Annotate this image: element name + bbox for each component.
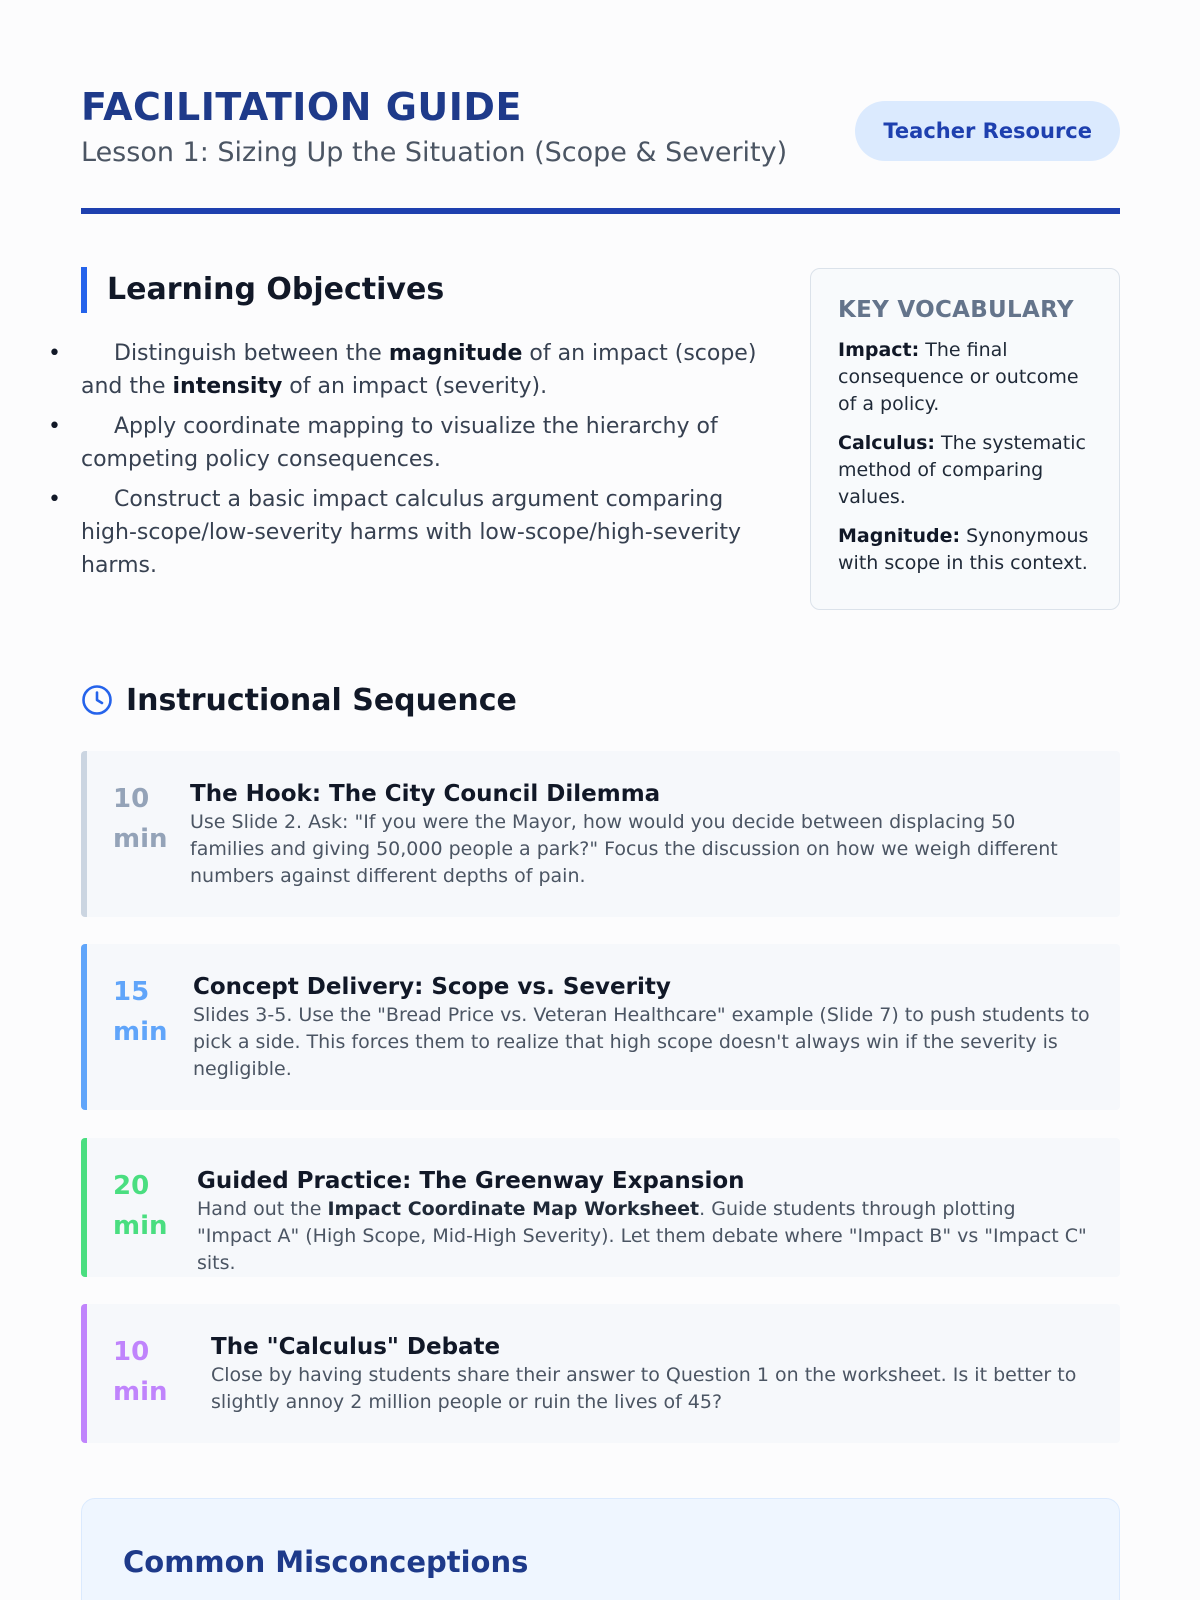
list-item xyxy=(48,483,761,582)
vocab-item xyxy=(838,337,1092,418)
teacher-resource-badge: Teacher Resource xyxy=(855,101,1120,161)
bullet: • xyxy=(48,414,61,439)
step-title: The "Calculus" Debate xyxy=(211,1334,501,1360)
key-vocabulary-heading: KEY VOCABULARY xyxy=(838,297,1074,323)
step-body xyxy=(190,779,1090,893)
vocab-definition: The systematic method of comparing values. xyxy=(838,432,1086,508)
common-misconceptions-heading: Common Misconceptions xyxy=(123,1545,529,1579)
clock-icon xyxy=(81,684,113,716)
learning-objectives-heading: Learning Objectives xyxy=(81,267,761,313)
objective-text: Apply coordinate mapping to visualize the hierarchy of competing policy consequences. xyxy=(81,414,718,472)
bullet: • xyxy=(48,487,61,512)
vocab-term: Calculus: xyxy=(838,432,936,454)
step-body xyxy=(211,1332,1090,1419)
lesson-subtitle: Lesson 1: Sizing Up the Situation (Scope & Severity) xyxy=(81,137,788,168)
list-item xyxy=(48,410,761,476)
step-description: Slides 3-5. Use the "Bread Price vs. Veteran Healthcare" example (Slide 7) to push students to pick a side. This forces them to realize that high scope doesn't always win if the severity is negligible. xyxy=(193,1004,1090,1080)
step-description-text: Hand out the xyxy=(197,1198,328,1220)
instructional-sequence-heading: Instructional Sequence xyxy=(126,682,517,718)
common-misconceptions-section xyxy=(81,1498,1120,1600)
step-title: Concept Delivery: Scope vs. Severity xyxy=(193,974,671,1000)
step-unit: min xyxy=(113,1211,168,1241)
header-divider xyxy=(81,208,1120,214)
step-duration xyxy=(113,1166,197,1253)
step-description-text: . Guide students through plotting "Impact A" (High Scope, Mid-High Severity). Let them debate where "Impact B" vs "Impact C" sits. xyxy=(197,1198,1087,1274)
list-item xyxy=(48,337,761,403)
sequence-step-concept-delivery xyxy=(81,944,1120,1110)
step-body xyxy=(197,1166,1090,1274)
step-minutes: 10 xyxy=(113,1337,150,1367)
step-unit: min xyxy=(113,1017,168,1047)
page-title: FACILITATION GUIDE xyxy=(81,85,522,129)
vocab-definition: Synonymous with scope in this context. xyxy=(838,525,1089,574)
step-title: Guided Practice: The Greenway Expansion xyxy=(197,1168,745,1194)
key-vocabulary-box xyxy=(810,268,1120,610)
step-description: Use Slide 2. Ask: "If you were the Mayor, how would you decide between displacing 50 families and giving 50,000 people a park?" Focus the discussion on how we weigh different numbers against different depths of pain. xyxy=(190,811,1058,887)
step-duration xyxy=(113,1332,211,1419)
step-minutes: 10 xyxy=(113,784,150,814)
vocab-item xyxy=(838,430,1092,511)
vocab-term: Magnitude: xyxy=(838,525,961,547)
step-minutes: 15 xyxy=(113,977,150,1007)
step-unit: min xyxy=(113,1377,168,1407)
bullet: • xyxy=(48,341,61,366)
step-minutes: 20 xyxy=(113,1171,150,1201)
objectives-list xyxy=(48,337,761,582)
objective-emphasis: magnitude xyxy=(388,341,523,366)
step-unit: min xyxy=(113,824,168,854)
vocab-item xyxy=(838,523,1092,577)
objective-text: of an impact (severity). xyxy=(282,374,548,399)
sequence-step-hook xyxy=(81,751,1120,917)
instructional-sequence-header xyxy=(81,680,517,720)
worksheet-name: Impact Coordinate Map Worksheet xyxy=(327,1198,700,1220)
step-description: Close by having students share their answer to Question 1 on the worksheet. Is it better to slightly annoy 2 million people or ruin the lives of 45? xyxy=(211,1364,1077,1413)
objective-text: Construct a basic impact calculus argument comparing high-scope/low-severity harms with low-scope/high-severity harms. xyxy=(81,487,742,578)
step-duration xyxy=(113,779,190,893)
objective-emphasis: intensity xyxy=(172,374,283,399)
sequence-step-guided-practice xyxy=(81,1138,1120,1277)
step-description xyxy=(197,1196,1090,1277)
objective-text: Distinguish between the xyxy=(114,341,389,366)
vocab-definition: The final consequence or outcome of a policy. xyxy=(838,339,1079,415)
sequence-step-calculus-debate xyxy=(81,1304,1120,1443)
step-body xyxy=(193,972,1090,1086)
step-duration xyxy=(113,972,193,1086)
vocab-term: Impact: xyxy=(838,339,920,361)
step-title: The Hook: The City Council Dilemma xyxy=(190,781,661,807)
learning-objectives-section xyxy=(48,267,761,589)
page-header xyxy=(81,84,1120,170)
objective-text: of an impact (scope) and the xyxy=(81,341,757,399)
